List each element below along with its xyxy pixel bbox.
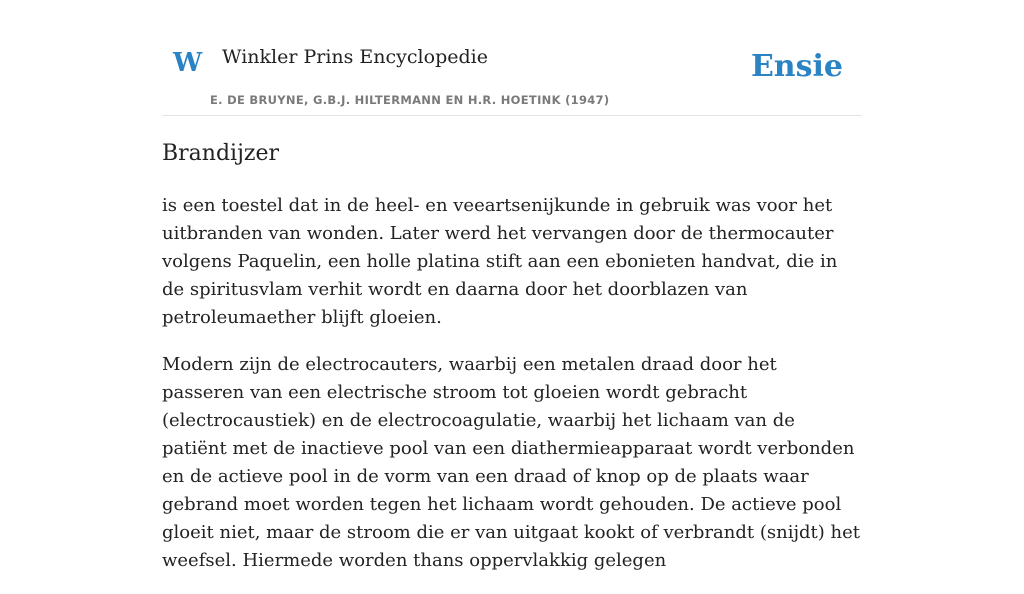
- article-paragraph-1: is een toestel dat in de heel- en veeartsenijkunde in gebruik was voor het uitbranden van wonden. Later werd het vervangen door de thermocauter volgens Paquelin, een holle platina stift aan een ebonieten handvat, die in de spiritusvlam verhit wordt en daarna door het doorblazen van petroleumaether blijft gloeien.: [162, 195, 838, 328]
- article-body: [162, 192, 862, 594]
- article-headword: Brandijzer: [162, 141, 280, 166]
- source-title[interactable]: Winkler Prins Encyclopedie: [222, 46, 488, 68]
- source-authors: E. DE BRUYNE, G.B.J. HILTERMANN EN H.R. HOETINK (1947): [210, 93, 610, 107]
- article-paragraph-2: Modern zijn de electrocauters, waarbij een metalen draad door het passeren van een electrische stroom tot gloeien wordt gebracht (electrocaustiek) en de electrocoagulatie, waarbij het lichaam van de patiënt met de inactieve pool van een diathermieapparaat wordt verbonden en de actieve pool in de vorm van een draad of knop op de plaats waar gebrand moet worden tegen het lichaam wordt gehouden. De actieve pool gloeit niet, maar de stroom die er van uitgaat kookt of verbrandt (snijdt) het weefsel. Hiermede worden thans oppervlakkig gelegen: [162, 354, 861, 571]
- ensie-logo[interactable]: Ensie: [750, 49, 843, 84]
- winkler-prins-logo-icon[interactable]: W: [173, 48, 203, 78]
- source-header: [162, 30, 862, 116]
